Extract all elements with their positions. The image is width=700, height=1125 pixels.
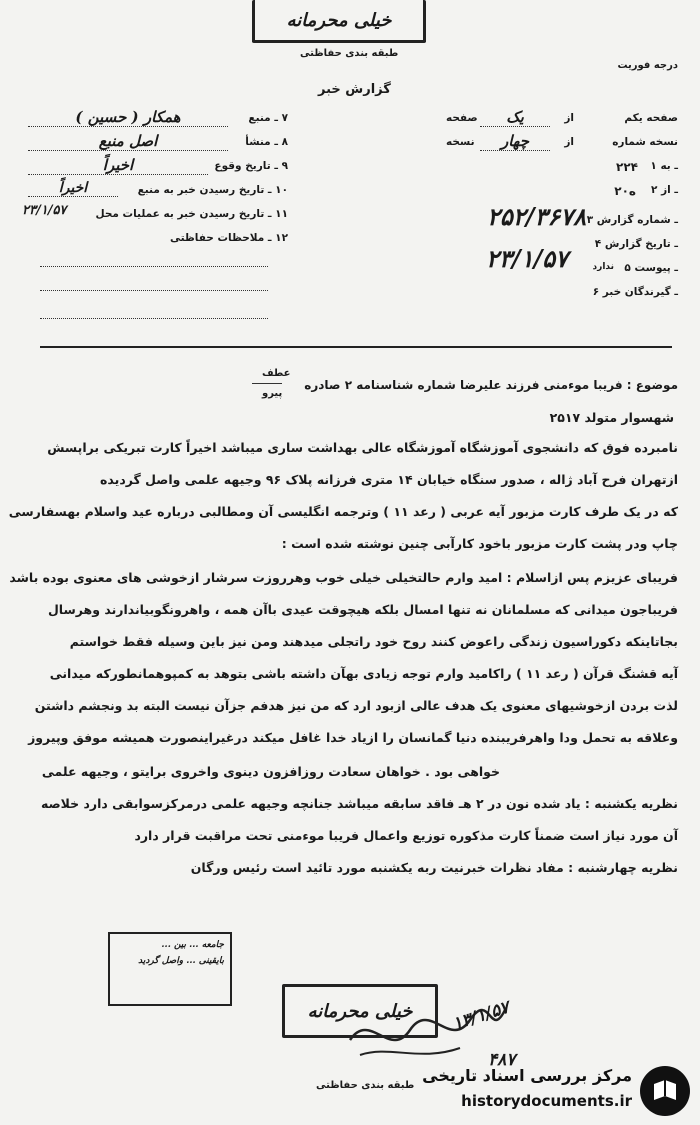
subject-margin-ref: عطف (262, 368, 291, 379)
page-title: گزارش خبر (318, 82, 391, 97)
right-field-list (418, 108, 678, 308)
left-blank-line-1 (40, 266, 268, 267)
right-field-report-date: ۴ ـ تاریخ گزارش (594, 238, 678, 250)
right-field-to: ۱ ـ به ۲۲۴ (616, 160, 678, 174)
body-line: نامبرده فوق که دانشجوی آموزشگاه آموزشگاه عالی بهداشت ساری میباشد اخیراً کارت تبریکی براپسش (47, 440, 678, 455)
body-line: که در یک طرف کارت مزبور آیه عربی ( رعد ۱۱ ) وترجمه انگلیسی آن ومطالبی درباره عید واسلام بهسفارسی (8, 504, 678, 519)
left-field-received-source-date: ۱۰ ـ تاریخ رسیدن خبر به منبع اخیراً (28, 180, 288, 200)
right-field-page: صفحه یکم از یک صفحه (446, 108, 678, 126)
watermark-url: historydocuments.ir (461, 1092, 632, 1110)
top-classification-label: طبقه بندی حفاظتی (300, 48, 399, 59)
body-line: آن مورد نیاز است ضمناً کارت مذکوره توزیع واعمال فریبا موءمنی تحت مراقبت قرار دارد (134, 828, 678, 843)
left-blank-line-3 (40, 318, 268, 319)
subject-margin-follow: پیرو (262, 388, 283, 399)
bottom-classification-label: طبقه بندی حفاظتی (316, 1080, 415, 1091)
urgency-label: درجه فوریت (617, 60, 678, 71)
right-field-copy: نسخه شماره از چهار نسخه (446, 132, 678, 150)
left-blank-line-2 (40, 290, 268, 291)
body-line: چاپ ودر پشت کارت مزبور باخود کارآبی چنین نوشته شده است : (281, 536, 678, 551)
handwritten-footer-date: ۱۳/۱/۵۷ (450, 997, 512, 1035)
left-field-occurrence-date: ۹ ـ تاریخ وقوع اخیراً (28, 156, 288, 176)
subject-line: موضوع : فریبا موءمنی فرزند علیرضا شماره شناسنامه ۲ صادره (304, 378, 678, 392)
handwritten-footer-number: ۴۸۷ (488, 1050, 516, 1070)
watermark-title: مرکز بررسی اسناد تاریخی (422, 1066, 632, 1085)
body-line: وعلاقه به تحمل ودا واهرفریبنده دنیا گمانسان را ازیاد خدا غافل میکند درغیراینصورت همیشه موفق وپیروز (28, 730, 678, 745)
left-field-origin: ۸ ـ منشأ اصل منبع (28, 132, 288, 152)
body-line: ازتهران فرح آباد ژاله ، صدور سنگاه خیابان ۱۴ متری فرزانه پلاک ۹۶ وجیهه علمی واصل گردیده (100, 472, 678, 487)
body-line: آیه قشنگ قرآن ( رعد ۱۱ ) راکامید وارم توجه زیادی بهآن داشته باشی بتوهد به کمپوهمانطورکه میدانی (49, 666, 678, 681)
left-field-source: ۷ ـ منبع همکار ( حسین ) (28, 108, 288, 128)
book-logo-icon (640, 1066, 690, 1116)
body-line: نظریه یکشنبه : یاد شده نون در ۲ هـ فاقد سابقه میباشد جنانچه وجیهه علمی درمرکزسوابقی دارد خلاصه (40, 796, 678, 811)
right-field-report-number: ۳ ـ شماره گزارش ۲۵۲/۳۶۷۸ (487, 202, 678, 231)
receipt-box: جامعه ... بین ... بایقینی ... واصل گردید (108, 932, 232, 1006)
body-line: فریباجون میدانی که مسلمانان نه تنها امسال بلکه هیچوقت عیدی باآن همه ، واهرونگوبیاندارند وهرسال (47, 602, 678, 617)
right-field-attachment: ۵ ـ پیوست ندارد ۲۳/۱/۵۷ (486, 244, 678, 274)
body-line: خواهی بود . خواهان سعادت روزافزون دینوی واخروی برایتو ، وجیهه علمی (41, 764, 500, 779)
left-field-security-notes: ۱۲ ـ ملاحظات حفاظتی (169, 232, 288, 244)
body-line: نظریه چهارشنبه : مفاد نظرات خبرنیت ربه یکشنبه مورد تائید است رئیس ورگان (190, 860, 678, 875)
header-divider (40, 346, 672, 348)
body-line: لذت بردن ازخوشیهای معنوی یک هدف عالی ازبود ارد که من نیز هدفم جزآن نیست البته بد ونجشم داشتن (34, 698, 678, 713)
top-classification-stamp: خیلی محرمانه (252, 0, 426, 43)
body-line: شهسوار متولد ۲۵۱۷ (549, 410, 674, 425)
left-field-received-operations-date: ۱۱ ـ تاریخ رسیدن خبر به عملیات محل ۲۳/۱/۵۷ (22, 203, 288, 220)
subject-margin-rule (252, 383, 282, 384)
right-field-recipients: ۶ ـ گیرندگان خبر (592, 286, 678, 298)
right-field-from: ۲ ـ از ۲۰ه (614, 184, 678, 198)
bottom-classification-stamp: خیلی محرمانه (282, 984, 438, 1038)
body-line: بجاتاینکه دکوراسیون زندگی راعوض کنند روح خود راتجلی میدهند ومن نیز باین وسیله فقط خواستم (69, 634, 678, 649)
watermark (400, 1064, 690, 1118)
body-line: فریبای عزیزم پس ازاسلام : امید وارم حالتخیلی خیلی خوب وهرروزت سرشار ازخوشی های معنوی بوده باشد (9, 570, 678, 585)
